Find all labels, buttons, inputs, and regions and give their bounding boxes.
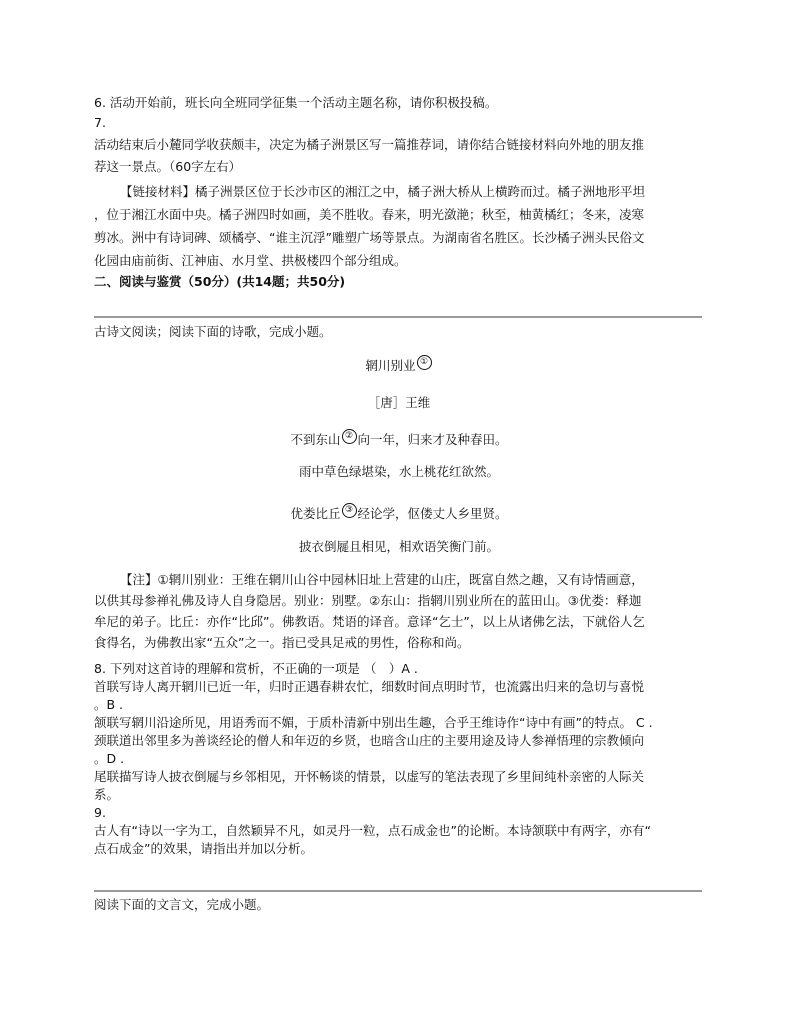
link-material	[94, 180, 704, 272]
poem-line-1-b: 向一年，归来才及种春田。	[357, 432, 508, 447]
question-9-number: 9.	[94, 805, 106, 820]
question-7-number: 7.	[94, 115, 106, 130]
poem-line-3	[94, 503, 704, 525]
question-8-option-c: 颈联道出邻里多为善谈经论的僧人和年迈的乡贤，也暗含山庄的主要用途及诗人参禅悟理的宗教倾向	[94, 733, 645, 748]
section-heading	[94, 271, 704, 293]
classical-chinese-intro-text: 阅读下面的文言文，完成小题。	[94, 897, 270, 912]
link-material-line-1: 【链接材料】橘子洲景区位于长沙市区的湘江之中，橘子洲大桥从上横跨而过。橘子洲地形平坦	[120, 184, 646, 199]
question-8-option-c-end: 。D .	[94, 751, 125, 766]
link-material-line-3: 剪冰。洲中有诗词碑、颂橘亭、“谁主沉浮”雕塑广场等景点。为湖南省名胜区。长沙橘子洲头民俗文	[94, 230, 645, 245]
question-8-option-a: 首联写诗人离开辋川已近一年，归时正遇春耕农忙，细数时间点明时节，也流露出归来的急切与喜悦	[94, 679, 645, 694]
poem-line-4: 披衣倒屣且相见，相欢语笑衡门前。	[298, 539, 499, 554]
classical-chinese-intro	[94, 894, 704, 916]
link-material-line-4: 化园由庙前街、江神庙、水月堂、拱极楼四个部分组成。	[94, 253, 407, 268]
section-heading-text: 二、阅读与鉴赏（50分）(共14题；共50分)	[94, 274, 346, 289]
question-6-text: 6. 活动开始前，班长向全班同学征集一个活动主题名称，请你积极投稿。	[94, 95, 498, 110]
question-6	[94, 92, 704, 114]
question-8-option-b: 颔联写辋川沿途所见，用语秀而不媚，于质朴清新中别出生趣，合乎王维诗作“诗中有画”的特点。 C .	[94, 715, 653, 730]
question-7	[94, 112, 704, 178]
question-7-line-2: 荐这一景点。（60字左右）	[94, 159, 242, 174]
poem-line-3-a: 优娄比丘	[290, 506, 341, 521]
divider-2	[94, 890, 702, 892]
poem-notes-line-1: 【注】①辋川别业：王维在辋川山谷中园林旧址上营建的山庄，既富自然之趣，又有诗情画意，	[120, 572, 644, 587]
question-9-line-1: 古人有“诗以一字为工，自然颖异不凡，如灵丹一粒，点石成金也”的论断。本诗颔联中有两字，亦有“	[94, 823, 651, 838]
poem-line-1-a: 不到东山	[290, 432, 341, 447]
note-marker-3: ③	[342, 503, 357, 518]
note-marker-1: ①	[417, 355, 432, 370]
poem-notes-line-4: 食得名，为佛教出家“五众”之一。指已受具足戒的男性，俗称和尚。	[94, 635, 470, 650]
note-marker-2: ②	[342, 429, 357, 444]
question-8	[94, 660, 704, 804]
poem	[94, 355, 704, 565]
poem-author: ［唐］王维	[367, 395, 431, 410]
poem-line-3-b: 经论学，伛偻丈人乡里贤。	[357, 506, 508, 521]
question-9-line-2: 点石成金”的效果，请指出并加以分析。	[94, 841, 313, 856]
poem-notes-line-2: 以供其母参禅礼佛及诗人自身隐居。别业：别墅。②东山：指辋川别业所在的蓝田山。③优娄：释迦	[94, 593, 642, 608]
question-8-stem: 8. 下列对这首诗的理解和赏析，不正确的一项是 （ ）A .	[94, 661, 418, 676]
poem-title-text: 辋川别业	[365, 358, 416, 373]
poem-notes-line-3: 牟尼的弟子。比丘：亦作“比邱”。佛教语。梵语的译音。意译“乞士”，以上从诸佛乞法，下就俗人乞	[94, 614, 645, 629]
question-8-option-d: 尾联描写诗人披衣倒屣与乡邻相见，开怀畅谈的情景，以虚写的笔法表现了乡里间纯朴亲密的人际关	[94, 769, 645, 784]
question-9	[94, 804, 704, 858]
poem-notes	[94, 569, 704, 653]
question-7-line-1: 活动结束后小麓同学收获颇丰，决定为橘子洲景区写一篇推荐词，请你结合链接材料向外地的朋友推	[94, 137, 645, 152]
divider	[94, 316, 702, 318]
link-material-line-2: ，位于湘江水面中央。橘子洲四时如画，美不胜收。春来，明光潋滟；秋至，柚黄橘红；冬来，凌寒	[94, 207, 645, 222]
poem-line-1	[94, 429, 704, 451]
poem-title	[94, 355, 704, 377]
poem-line-2: 雨中草色绿堪染，水上桃花红欲然。	[298, 464, 499, 479]
question-8-option-a-end: 。B .	[94, 697, 124, 712]
ancient-poetry-intro	[94, 321, 704, 343]
ancient-poetry-intro-text: 古诗文阅读；阅读下面的诗歌，完成小题。	[94, 324, 332, 339]
question-8-option-d-end: 系。	[94, 787, 120, 802]
